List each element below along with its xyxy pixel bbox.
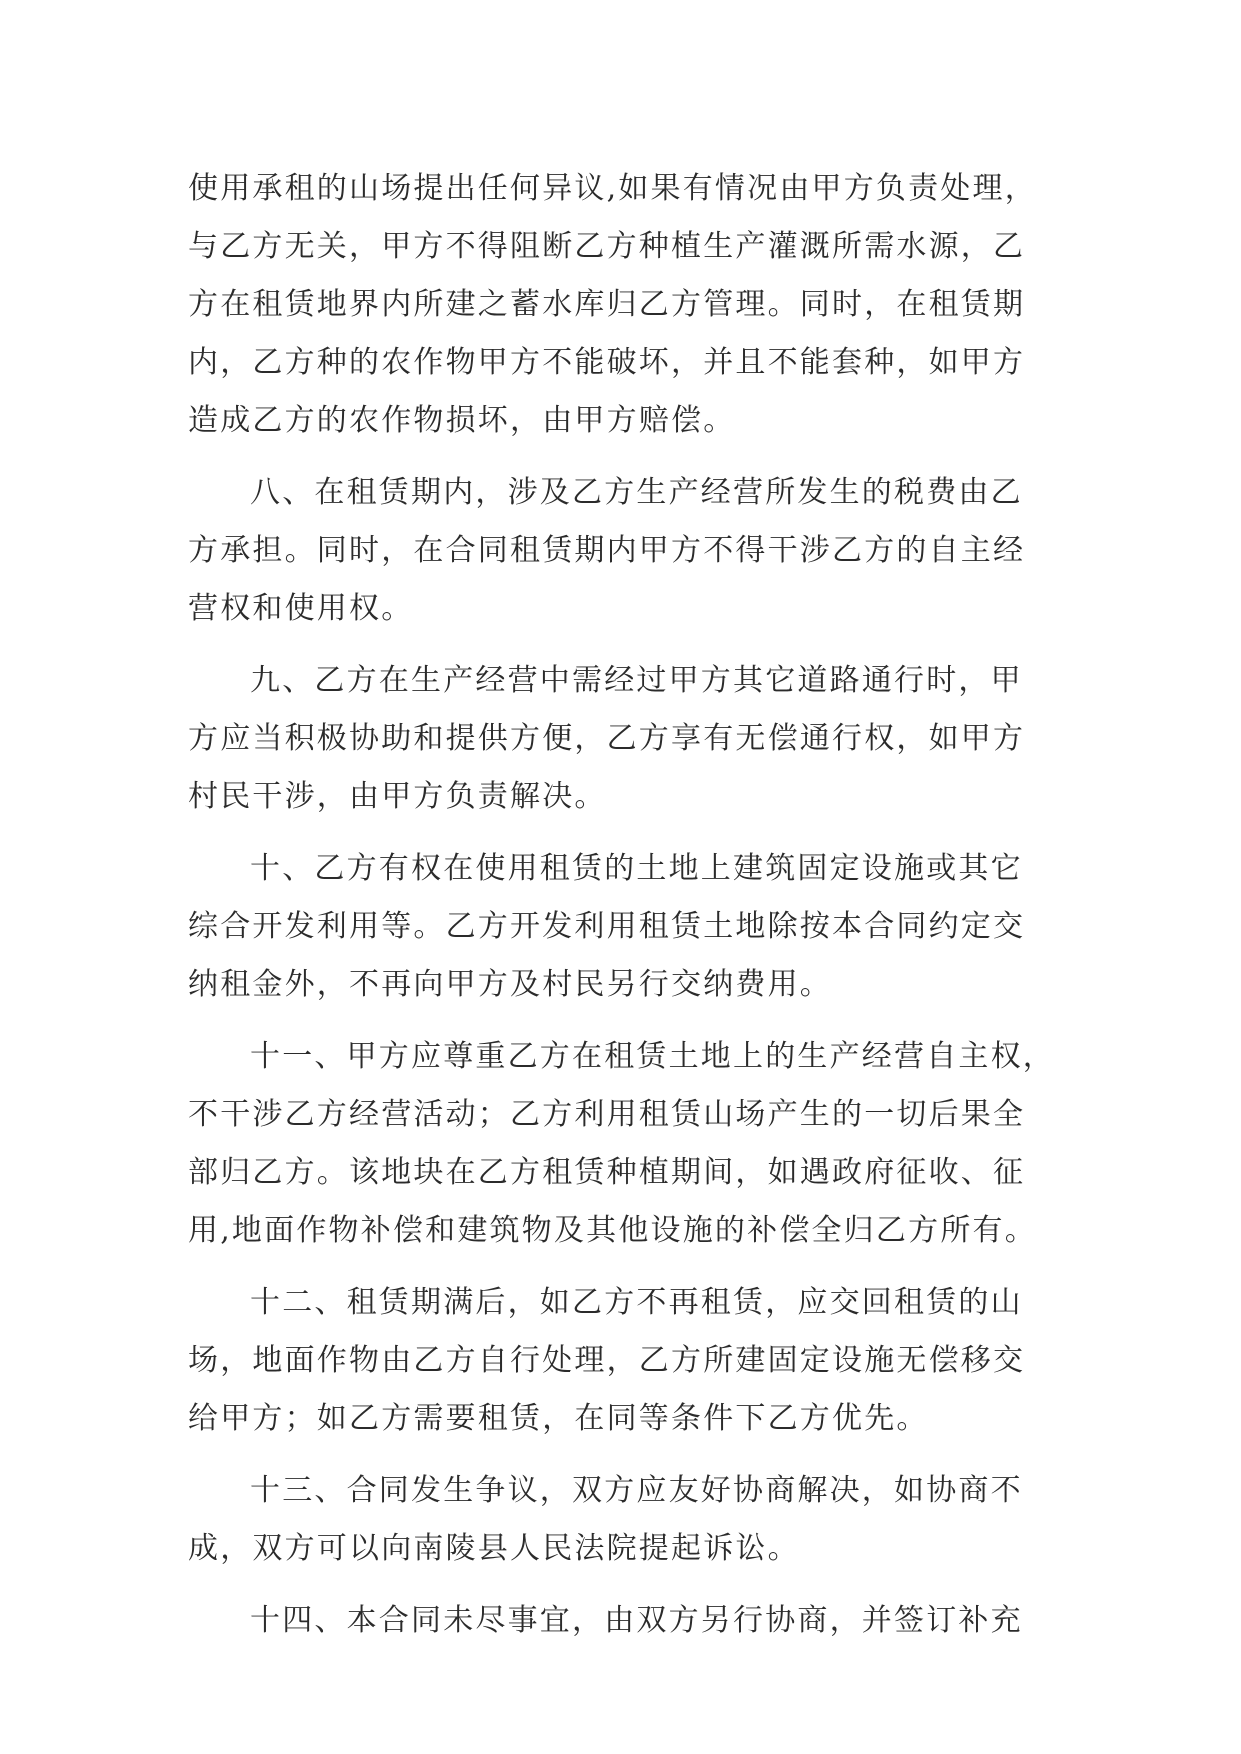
- text-line: 场，地面作物由乙方自行处理，乙方所建固定设施无偿移交: [188, 1343, 1026, 1378]
- text-line: 内，乙方种的农作物甲方不能破坏，并且不能套种，如甲方: [188, 345, 1026, 380]
- text-line: 综合开发利用等。乙方开发利用租赁土地除按本合同约定交: [188, 909, 1026, 944]
- text-line: 造成乙方的农作物损坏，由甲方赔偿。: [188, 403, 736, 438]
- clause-11: [188, 1028, 1088, 1260]
- paragraph-7-continued: [188, 160, 1088, 450]
- clause-14: [188, 1592, 1088, 1650]
- clause-8: [188, 464, 1088, 638]
- clause-10: [188, 840, 1088, 1014]
- text-line: 十、乙方有权在使用租赁的土地上建筑固定设施或其它: [250, 851, 1023, 886]
- text-line: 十二、租赁期满后，如乙方不再租赁，应交回租赁的山: [250, 1285, 1023, 1320]
- clause-9: [188, 652, 1088, 826]
- clause-13: [188, 1462, 1088, 1578]
- text-line: 方在租赁地界内所建之蓄水库归乙方管理。同时，在租赁期: [188, 287, 1026, 322]
- text-line: 方应当积极协助和提供方便，乙方享有无偿通行权，如甲方: [188, 721, 1026, 756]
- text-line: 九、乙方在生产经营中需经过甲方其它道路通行时，甲: [250, 663, 1023, 698]
- text-line: 与乙方无关，甲方不得阻断乙方种植生产灌溉所需水源，乙: [188, 229, 1026, 264]
- clause-12: [188, 1274, 1088, 1448]
- document-body: [188, 160, 1088, 1664]
- text-line: 村民干涉，由甲方负责解决。: [188, 779, 607, 814]
- text-line: 八、在租赁期内，涉及乙方生产经营所发生的税费由乙: [250, 475, 1023, 510]
- text-line: 纳租金外，不再向甲方及村民另行交纳费用。: [188, 967, 832, 1002]
- text-line: 方承担。同时，在合同租赁期内甲方不得干涉乙方的自主经: [188, 533, 1026, 568]
- text-line: 十四、本合同未尽事宜，由双方另行协商，并签订补充: [250, 1603, 1023, 1638]
- text-line: 部归乙方。该地块在乙方租赁种植期间，如遇政府征收、征: [188, 1155, 1026, 1190]
- text-line: 使用承租的山场提出任何异议,如果有情况由甲方负责处理，: [188, 171, 1037, 206]
- text-line: 营权和使用权。: [188, 591, 414, 626]
- text-line: 成，双方可以向南陵县人民法院提起诉讼。: [188, 1531, 800, 1566]
- text-line: 不干涉乙方经营活动；乙方利用租赁山场产生的一切后果全: [188, 1097, 1026, 1132]
- text-line: 用,地面作物补偿和建筑物及其他设施的补偿全归乙方所有。: [188, 1213, 1037, 1248]
- text-line: 给甲方；如乙方需要租赁，在同等条件下乙方优先。: [188, 1401, 929, 1436]
- text-line: 十三、合同发生争议，双方应友好协商解决，如协商不: [250, 1473, 1023, 1508]
- text-line: 十一、甲方应尊重乙方在租赁土地上的生产经营自主权，: [250, 1039, 1055, 1074]
